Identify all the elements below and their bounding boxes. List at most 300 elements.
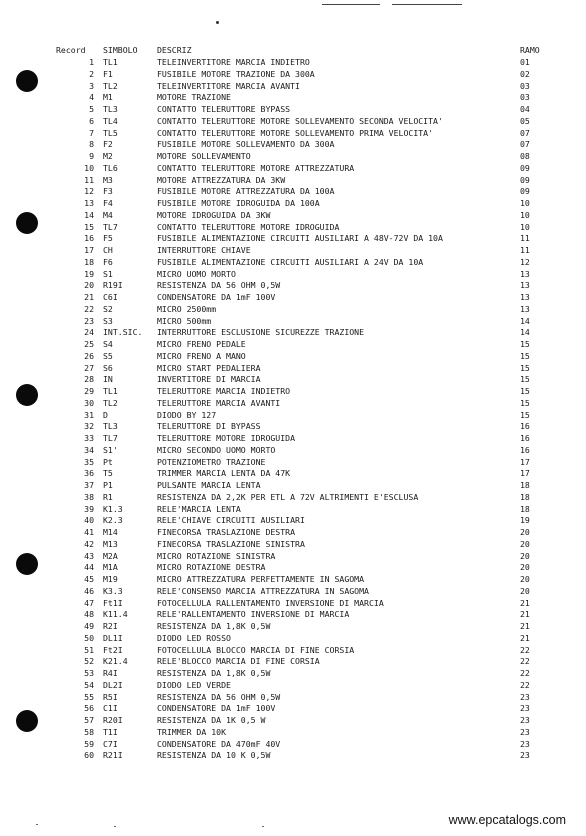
header-record: Record — [56, 45, 86, 55]
symbol-cell: S3 — [103, 315, 113, 326]
description-cell: DIODO LED VERDE — [157, 679, 231, 690]
description-cell: RESISTENZA DA 1,8K 0,5W — [157, 621, 271, 631]
record-cell: 10 — [84, 162, 94, 173]
record-cell: 9 — [89, 151, 94, 161]
ramo-cell: 15 — [520, 350, 530, 361]
record-cell: 21 — [84, 292, 94, 302]
table-header — [0, 45, 586, 56]
record-cell: 51 — [84, 644, 94, 655]
ramo-cell: 11 — [520, 245, 530, 255]
table-row — [0, 374, 586, 386]
symbol-cell: Ft2I — [103, 644, 123, 655]
record-cell: 35 — [84, 456, 94, 467]
table-row — [0, 363, 586, 375]
table-row — [0, 633, 586, 645]
record-cell: 30 — [84, 397, 94, 408]
description-cell: MICRO ROTAZIONE SINISTRA — [157, 550, 276, 561]
top-rule-right — [392, 4, 462, 5]
ramo-cell: 13 — [520, 292, 530, 302]
record-cell: 27 — [84, 362, 94, 373]
ramo-cell: 18 — [520, 491, 530, 502]
table-row — [0, 351, 586, 363]
header-simbolo: SIMBOLO — [103, 45, 138, 55]
symbol-cell: F1 — [103, 68, 113, 79]
description-cell: TELEINVERTITORE MARCIA AVANTI — [157, 80, 300, 91]
record-cell: 34 — [84, 444, 94, 455]
table-row — [0, 280, 586, 292]
symbol-cell: M4 — [103, 209, 113, 220]
ramo-cell: 03 — [520, 92, 530, 103]
record-cell: 60 — [84, 750, 94, 761]
record-cell: 19 — [84, 268, 94, 279]
ramo-cell: 21 — [520, 621, 530, 631]
ramo-cell: 13 — [520, 268, 530, 279]
table-row — [0, 645, 586, 657]
ramo-cell: 23 — [520, 715, 530, 725]
table-row — [0, 715, 586, 727]
description-cell: DIODO LED ROSSO — [157, 632, 231, 643]
ramo-cell: 13 — [520, 303, 530, 314]
symbol-cell: C7I — [103, 738, 118, 749]
ramo-cell: 10 — [520, 209, 530, 220]
ramo-cell: 21 — [520, 632, 530, 643]
record-cell: 4 — [89, 92, 94, 103]
table-row — [0, 81, 586, 93]
record-cell: 31 — [84, 409, 94, 420]
symbol-cell: F6 — [103, 256, 113, 267]
record-cell: 7 — [89, 127, 94, 138]
symbol-cell: TL4 — [103, 115, 118, 126]
table-row — [0, 139, 586, 151]
table-row — [0, 492, 586, 504]
table-row — [0, 304, 586, 316]
table-row — [0, 656, 586, 668]
ramo-cell: 17 — [520, 468, 530, 479]
symbol-cell: M1 — [103, 92, 113, 103]
ramo-cell: 16 — [520, 421, 530, 432]
ramo-cell: 16 — [520, 444, 530, 455]
ramo-cell: 17 — [520, 456, 530, 467]
symbol-cell: M14 — [103, 527, 118, 537]
record-cell: 8 — [89, 139, 94, 150]
description-cell: INVERTITORE DI MARCIA — [157, 374, 261, 385]
symbol-cell: S5 — [103, 350, 113, 361]
ramo-cell: 21 — [520, 609, 530, 620]
ramo-cell: 16 — [520, 433, 530, 443]
table-row — [0, 421, 586, 433]
table-row — [0, 668, 586, 680]
ramo-cell: 03 — [520, 80, 530, 91]
record-cell: 57 — [84, 715, 94, 725]
ramo-cell: 09 — [520, 174, 530, 185]
description-cell: MOTORE TRAZIONE — [157, 92, 231, 103]
symbol-cell: CH — [103, 245, 113, 255]
description-cell: FUSIBILE ALIMENTAZIONE CIRCUITI AUSILIARI A 24V DA 10A — [157, 256, 424, 267]
scan-speck — [114, 826, 116, 827]
record-cell: 38 — [84, 491, 94, 502]
symbol-cell: M3 — [103, 174, 113, 185]
scan-speck — [262, 826, 264, 827]
record-cell: 17 — [84, 245, 94, 255]
description-cell: CONTATTO TELERUTTORE MOTORE ATTREZZATURA — [157, 162, 355, 173]
ramo-cell: 09 — [520, 162, 530, 173]
record-cell: 46 — [84, 585, 94, 596]
ramo-cell: 20 — [520, 562, 530, 573]
record-cell: 11 — [84, 174, 94, 185]
description-cell: CONTATTO TELERUTTORE MOTORE IDROGUIDA — [157, 221, 340, 232]
symbol-cell: R1 — [103, 491, 113, 502]
symbol-cell: C1I — [103, 703, 118, 714]
table-row — [0, 703, 586, 715]
symbol-cell: M2 — [103, 151, 113, 161]
description-cell: RELE'RALLENTAMENTO INVERSIONE DI MARCIA — [157, 609, 350, 620]
record-cell: 44 — [84, 562, 94, 573]
table-row — [0, 233, 586, 245]
description-cell: TRIMMER DA 10K — [157, 726, 227, 737]
record-cell: 2 — [89, 68, 94, 79]
ramo-cell: 23 — [520, 750, 530, 761]
symbol-cell: K3.3 — [103, 585, 123, 596]
record-cell: 45 — [84, 574, 94, 584]
table-row — [0, 562, 586, 574]
symbol-cell: K11.4 — [103, 609, 128, 620]
record-cell: 14 — [84, 209, 94, 220]
record-cell: 18 — [84, 256, 94, 267]
table-row — [0, 116, 586, 128]
symbol-cell: TL1 — [103, 386, 118, 396]
ramo-cell: 14 — [520, 327, 530, 338]
ramo-cell: 15 — [520, 397, 530, 408]
ramo-cell: 23 — [520, 703, 530, 714]
record-cell: 50 — [84, 632, 94, 643]
record-cell: 43 — [84, 550, 94, 561]
table-row — [0, 410, 586, 422]
symbol-cell: F3 — [103, 186, 113, 197]
ramo-cell: 05 — [520, 115, 530, 126]
record-cell: 59 — [84, 738, 94, 749]
table-row — [0, 339, 586, 351]
table-row — [0, 257, 586, 269]
table-row — [0, 386, 586, 398]
record-cell: 32 — [84, 421, 94, 432]
symbol-cell: C6I — [103, 292, 118, 302]
ramo-cell: 02 — [520, 68, 530, 79]
record-cell: 22 — [84, 303, 94, 314]
record-cell: 28 — [84, 374, 94, 385]
description-cell: TRIMMER MARCIA LENTA DA 47K — [157, 468, 291, 479]
description-cell: FOTOCELLULA BLOCCO MARCIA DI FINE CORSIA — [157, 644, 355, 655]
record-cell: 15 — [84, 221, 94, 232]
ramo-cell: 15 — [520, 386, 530, 396]
description-cell: RESISTENZA DA 2,2K PER ETL A 72V ALTRIMENTI E'ESCLUSA — [157, 491, 419, 502]
ramo-cell: 20 — [520, 538, 530, 549]
table-row — [0, 515, 586, 527]
symbol-cell: S1' — [103, 444, 118, 455]
symbol-cell: F4 — [103, 198, 113, 208]
ramo-cell: 20 — [520, 527, 530, 537]
record-cell: 53 — [84, 668, 94, 678]
symbol-cell: R4I — [103, 668, 118, 678]
symbol-cell: TL1 — [103, 57, 118, 67]
ramo-cell: 15 — [520, 362, 530, 373]
symbol-cell: K2.3 — [103, 515, 123, 526]
table-row — [0, 586, 586, 598]
table-row — [0, 210, 586, 222]
table-row — [0, 433, 586, 445]
table-row — [0, 245, 586, 257]
ramo-cell: 20 — [520, 585, 530, 596]
symbol-cell: P1 — [103, 480, 113, 490]
symbol-cell: R20I — [103, 715, 123, 725]
description-cell: RELE'CONSENSO MARCIA ATTREZZATURA IN SAGOMA — [157, 585, 369, 596]
description-cell: DIODO BY 127 — [157, 409, 217, 420]
symbol-cell: S2 — [103, 303, 113, 314]
symbol-cell: T1I — [103, 726, 118, 737]
record-cell: 26 — [84, 350, 94, 361]
record-cell: 25 — [84, 339, 94, 349]
description-cell: RESISTENZA DA 56 OHM 0,5W — [157, 691, 281, 702]
symbol-cell: TL2 — [103, 397, 118, 408]
description-cell: CONTATTO TELERUTTORE MOTORE SOLLEVAMENTO PRIMA VELOCITA' — [157, 127, 434, 138]
ramo-cell: 20 — [520, 550, 530, 561]
table-row — [0, 598, 586, 610]
description-cell: MICRO START PEDALIERA — [157, 362, 261, 373]
record-cell: 37 — [84, 480, 94, 490]
scan-dot — [216, 21, 219, 24]
symbol-cell: S1 — [103, 268, 113, 279]
symbol-cell: T5 — [103, 468, 113, 479]
table-row — [0, 92, 586, 104]
description-cell: MICRO SECONDO UOMO MORTO — [157, 444, 276, 455]
record-cell: 16 — [84, 233, 94, 244]
symbol-cell: F5 — [103, 233, 113, 244]
description-cell: RELE'CHIAVE CIRCUITI AUSILIARI — [157, 515, 305, 526]
table-row — [0, 609, 586, 621]
symbol-cell: Pt — [103, 456, 113, 467]
table-row — [0, 539, 586, 551]
watermark-url: www.epcatalogs.com — [448, 813, 566, 827]
symbol-cell: TL5 — [103, 127, 118, 138]
record-cell: 42 — [84, 538, 94, 549]
ramo-cell: 22 — [520, 668, 530, 678]
component-table — [0, 57, 586, 762]
description-cell: MICRO FRENO A MANO — [157, 350, 246, 361]
ramo-cell: 22 — [520, 644, 530, 655]
description-cell: MICRO ATTREZZATURA PERFETTAMENTE IN SAGOMA — [157, 574, 365, 584]
table-row — [0, 621, 586, 633]
symbol-cell: TL7 — [103, 221, 118, 232]
table-row — [0, 750, 586, 762]
description-cell: RESISTENZA DA 1,8K 0,5W — [157, 668, 271, 678]
description-cell: FUSIBILE MOTORE ATTREZZATURA DA 100A — [157, 186, 335, 197]
description-cell: RELE'MARCIA LENTA — [157, 503, 241, 514]
table-row — [0, 163, 586, 175]
ramo-cell: 12 — [520, 256, 530, 267]
table-row — [0, 151, 586, 163]
table-row — [0, 69, 586, 81]
description-cell: MOTORE ATTREZZATURA DA 3KW — [157, 174, 286, 185]
table-row — [0, 198, 586, 210]
description-cell: TELEINVERTITORE MARCIA INDIETRO — [157, 57, 310, 67]
table-row — [0, 551, 586, 563]
symbol-cell: DL2I — [103, 679, 123, 690]
ramo-cell: 23 — [520, 726, 530, 737]
table-row — [0, 269, 586, 281]
record-cell: 23 — [84, 315, 94, 326]
table-row — [0, 292, 586, 304]
ramo-cell: 20 — [520, 574, 530, 584]
description-cell: MICRO FRENO PEDALE — [157, 339, 246, 349]
description-cell: RESISTENZA DA 1K 0,5 W — [157, 715, 266, 725]
description-cell: TELERUTTORE DI BYPASS — [157, 421, 261, 432]
symbol-cell: M2A — [103, 550, 118, 561]
record-cell: 49 — [84, 621, 94, 631]
record-cell: 24 — [84, 327, 94, 338]
ramo-cell: 22 — [520, 656, 530, 667]
symbol-cell: M1A — [103, 562, 118, 573]
ramo-cell: 07 — [520, 139, 530, 150]
record-cell: 36 — [84, 468, 94, 479]
table-row — [0, 104, 586, 116]
table-row — [0, 57, 586, 69]
record-cell: 54 — [84, 679, 94, 690]
description-cell: PULSANTE MARCIA LENTA — [157, 480, 261, 490]
description-cell: FUSIBILE ALIMENTAZIONE CIRCUITI AUSILIARI A 48V-72V DA 10A — [157, 233, 443, 244]
record-cell: 47 — [84, 597, 94, 608]
description-cell: FINECORSA TRASLAZIONE SINISTRA — [157, 538, 305, 549]
description-cell: FUSIBILE MOTORE SOLLEVAMENTO DA 300A — [157, 139, 335, 150]
record-cell: 3 — [89, 80, 94, 91]
record-cell: 5 — [89, 104, 94, 114]
symbol-cell: INT.SIC. — [103, 327, 143, 338]
description-cell: RELE'BLOCCO MARCIA DI FINE CORSIA — [157, 656, 320, 667]
table-row — [0, 327, 586, 339]
record-cell: 20 — [84, 280, 94, 291]
description-cell: CONTATTO TELERUTTORE BYPASS — [157, 104, 291, 114]
description-cell: MICRO UOMO MORTO — [157, 268, 236, 279]
record-cell: 58 — [84, 726, 94, 737]
table-row — [0, 739, 586, 751]
symbol-cell: Ft1I — [103, 597, 123, 608]
record-cell: 1 — [89, 57, 94, 67]
symbol-cell: TL3 — [103, 421, 118, 432]
symbol-cell: M19 — [103, 574, 118, 584]
symbol-cell: TL2 — [103, 80, 118, 91]
table-row — [0, 175, 586, 187]
header-ramo: RAMO — [520, 45, 540, 55]
symbol-cell: R5I — [103, 691, 118, 702]
header-descriz: DESCRIZ — [157, 45, 192, 55]
scan-speck — [36, 824, 38, 825]
table-row — [0, 480, 586, 492]
ramo-cell: 13 — [520, 280, 530, 291]
record-cell: 13 — [84, 198, 94, 208]
description-cell: FINECORSA TRASLAZIONE DESTRA — [157, 527, 296, 537]
ramo-cell: 07 — [520, 127, 530, 138]
symbol-cell: S4 — [103, 339, 113, 349]
symbol-cell: R2I — [103, 621, 118, 631]
symbol-cell: K1.3 — [103, 503, 123, 514]
record-cell: 40 — [84, 515, 94, 526]
description-cell: MOTORE SOLLEVAMENTO — [157, 151, 251, 161]
description-cell: TELERUTTORE MOTORE IDROGUIDA — [157, 433, 296, 443]
ramo-cell: 14 — [520, 315, 530, 326]
description-cell: MOTORE IDROGUIDA DA 3KW — [157, 209, 271, 220]
description-cell: TELERUTTORE MARCIA INDIETRO — [157, 386, 291, 396]
ramo-cell: 21 — [520, 597, 530, 608]
description-cell: INTERRUTTORE CHIAVE — [157, 245, 251, 255]
record-cell: 55 — [84, 691, 94, 702]
description-cell: RESISTENZA DA 56 OHM 0,5W — [157, 280, 281, 291]
table-row — [0, 504, 586, 516]
table-row — [0, 445, 586, 457]
description-cell: CONTATTO TELERUTTORE MOTORE SOLLEVAMENTO SECONDA VELOCITA' — [157, 115, 443, 126]
ramo-cell: 23 — [520, 691, 530, 702]
table-row — [0, 398, 586, 410]
record-cell: 33 — [84, 433, 94, 443]
ramo-cell: 15 — [520, 409, 530, 420]
description-cell: TELERUTTORE MARCIA AVANTI — [157, 397, 281, 408]
description-cell: INTERRUTTORE ESCLUSIONE SICUREZZE TRAZIONE — [157, 327, 365, 338]
ramo-cell: 08 — [520, 151, 530, 161]
symbol-cell: K21.4 — [103, 656, 128, 667]
table-row — [0, 222, 586, 234]
symbol-cell: S6 — [103, 362, 113, 373]
ramo-cell: 10 — [520, 198, 530, 208]
record-cell: 39 — [84, 503, 94, 514]
ramo-cell: 01 — [520, 57, 530, 67]
description-cell: MICRO 500mm — [157, 315, 212, 326]
description-cell: FUSIBILE MOTORE TRAZIONE DA 300A — [157, 68, 315, 79]
table-row — [0, 574, 586, 586]
record-cell: 56 — [84, 703, 94, 714]
table-row — [0, 457, 586, 469]
description-cell: FOTOCELLULA RALLENTAMENTO INVERSIONE DI MARCIA — [157, 597, 384, 608]
ramo-cell: 11 — [520, 233, 530, 244]
record-cell: 41 — [84, 527, 94, 537]
table-row — [0, 680, 586, 692]
table-row — [0, 527, 586, 539]
record-cell: 29 — [84, 386, 94, 396]
table-row — [0, 692, 586, 704]
ramo-cell: 15 — [520, 374, 530, 385]
table-row — [0, 186, 586, 198]
record-cell: 48 — [84, 609, 94, 620]
record-cell: 52 — [84, 656, 94, 667]
symbol-cell: TL6 — [103, 162, 118, 173]
ramo-cell: 10 — [520, 221, 530, 232]
table-row — [0, 468, 586, 480]
description-cell: CONDENSATORE DA 1mF 100V — [157, 703, 276, 714]
symbol-cell: TL7 — [103, 433, 118, 443]
ramo-cell: 19 — [520, 515, 530, 526]
description-cell: FUSIBILE MOTORE IDROGUIDA DA 100A — [157, 198, 320, 208]
symbol-cell: D — [103, 409, 108, 420]
description-cell: MICRO 2500mm — [157, 303, 217, 314]
symbol-cell: IN — [103, 374, 113, 385]
description-cell: MICRO ROTAZIONE DESTRA — [157, 562, 266, 573]
symbol-cell: R19I — [103, 280, 123, 291]
table-row — [0, 128, 586, 140]
description-cell: RESISTENZA DA 10 K 0,5W — [157, 750, 271, 761]
top-rule-left — [322, 4, 380, 5]
description-cell: POTENZIOMETRO TRAZIONE — [157, 456, 266, 467]
symbol-cell: TL3 — [103, 104, 118, 114]
description-cell: CONDENSATORE DA 1mF 100V — [157, 292, 276, 302]
symbol-cell: F2 — [103, 139, 113, 150]
description-cell: CONDENSATORE DA 470mF 40V — [157, 738, 281, 749]
ramo-cell: 23 — [520, 738, 530, 749]
